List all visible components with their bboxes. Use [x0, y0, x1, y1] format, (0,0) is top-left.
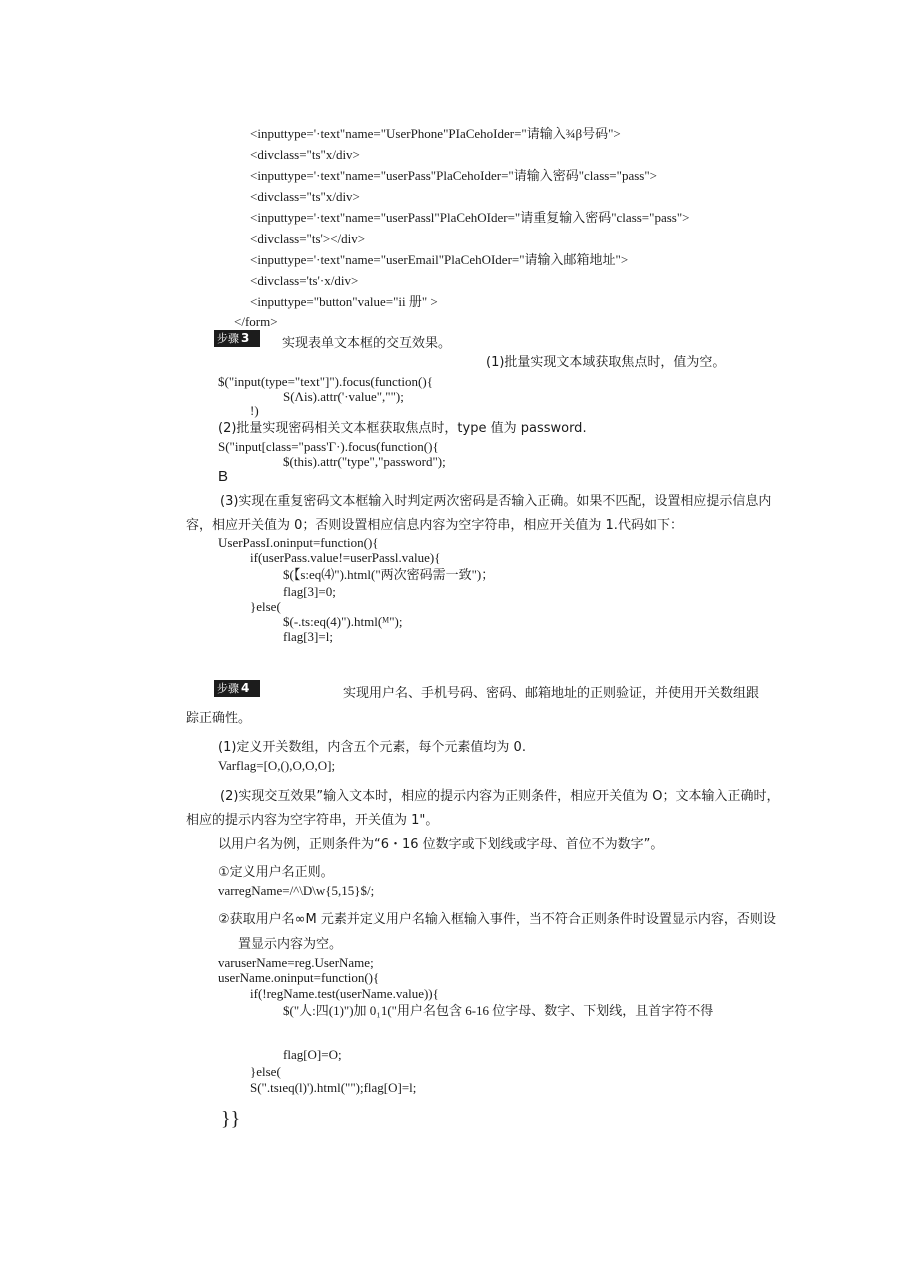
code-line-ts-div: <divclass="ts"x/div> [250, 147, 360, 162]
code-line-form-close: </form> [234, 314, 278, 329]
code-line: }else( [250, 599, 281, 614]
step-badge-number: 3 [241, 331, 250, 345]
code-line: }else( [250, 1064, 281, 1079]
code-line-pass-input: <inputtype='·text"name="userPass"PlaCehoIder="请输入密码"class="pass"> [250, 168, 657, 183]
code-line: $("input(type="text"]").focus(function(){ [218, 374, 433, 389]
step-3-sub3-line2: 容，相应开关值为 0；否则设置相应信息内容为空字符串，相应开关值为 1.代码如下： [186, 518, 683, 533]
step-3-sub1: (1)批量实现文本域获取焦点时，值为空。 [486, 355, 726, 370]
code-line: flag[3]=0; [283, 584, 336, 599]
step-4-item2-line2: 置显示内容为空。 [238, 937, 343, 952]
step-badge-label: 步骤 [217, 332, 239, 345]
code-line: if(!regName.test(userName.value)){ [250, 986, 439, 1001]
step-3-title: 实现表单文本框的交互效果。 [282, 336, 452, 351]
step-4-title: 实现用户名、手机号码、密码、邮箱地址的正则验证，并使用开关数组跟 [343, 686, 760, 701]
code-line: userName.oninput=function(){ [218, 970, 380, 985]
step-3-badge [214, 330, 260, 347]
code-line: Varflag=[O,(),O,O,O]; [218, 758, 336, 773]
step-4-item1: ①定义用户名正则。 [218, 865, 334, 880]
code-line: UserPassI.oninput=function(){ [218, 535, 379, 550]
code-line-ts-div: <divclass="ts"x/div> [250, 189, 360, 204]
step-badge-label: 步骤 [217, 682, 239, 695]
step-4-sub2-line1: (2)实现交互效果”输入文本时，相应的提示内容为正则条件，相应开关值为 O；文本输入正确时， [220, 789, 780, 804]
code-line-repeat-pass-input: <inputtype='·text"name="userPassl"PlaCehOIder="请重复输入密码"class="pass"> [250, 210, 690, 225]
step-4-title-cont: 踪正确性。 [186, 711, 252, 726]
step-4-example: 以用户名为例，正则条件为“6・16 位数字或下划线或字母、首位不为数字”。 [218, 837, 664, 852]
step-4-sub2-line2: 相应的提示内容为空字符串，开关值为 1"。 [186, 813, 439, 828]
code-line: !) [250, 403, 259, 418]
code-line: varuserName=reg.UserName; [218, 955, 374, 970]
code-line: varregName=/^\D\w{5,15}$/; [218, 883, 375, 898]
step-4-item2-line1: ②获取用户名∞M 元素并定义用户名输入框输入事件，当不符合正则条件时设置显示内容，否则设 [218, 912, 776, 927]
code-line: S("input[class="pass'Γ·).focus(function(){ [218, 439, 439, 454]
letter-b: B [218, 468, 229, 485]
step-4-sub1: (1)定义开关数组，内含五个元素，每个元素值均为 0. [218, 740, 526, 755]
code-line: flag[O]=O; [283, 1047, 342, 1062]
code-line: if(userPass.value!=userPassl.value){ [250, 550, 441, 565]
code-line-button-input: <inputtype="button"value="ii 册" > [250, 294, 438, 309]
code-line-ts-div: <divclass="ts'></div> [250, 231, 366, 246]
code-line: flag[3]=l; [283, 629, 333, 644]
step-3-sub3-line1: (3)实现在重复密码文本框输入时判定两次密码是否输入正确。如果不匹配，设置相应提示信息内 [220, 494, 772, 509]
code-line: $("人:四(1)")加 0₁1("用户名包含 6-16 位字母、数字、下划线，且首字符不得 [283, 1003, 714, 1018]
closing-braces: }} [221, 1108, 241, 1130]
step-badge-number: 4 [241, 681, 250, 695]
code-line-ts-div: <divclass='ts'·x/div> [250, 273, 359, 288]
code-line-email-input: <inputtype='·text"name="userEmail"PlaCehOIder="请输入邮箱地址"> [250, 252, 629, 267]
code-line-phone-input: <inputtype='·text"name="UserPhone"PIaCehoIder="请输入¾β号码"> [250, 126, 621, 141]
code-line: S(".tsıeq(l)').html("");flag[O]=l; [250, 1080, 417, 1095]
code-line: S(Λis).attr('·value",""); [283, 389, 404, 404]
code-line: $(this).attr("type","password"); [283, 454, 446, 469]
step-4-badge [214, 680, 260, 697]
step-3-sub2: (2)批量实现密码相关文本框获取焦点时，type 值为 password. [218, 421, 587, 436]
code-line: $(【s:eq⑷").html("两次密码需一致")； [283, 567, 495, 582]
code-line: $(-.ts:eq(4)").html(ᴹ"); [283, 614, 403, 629]
